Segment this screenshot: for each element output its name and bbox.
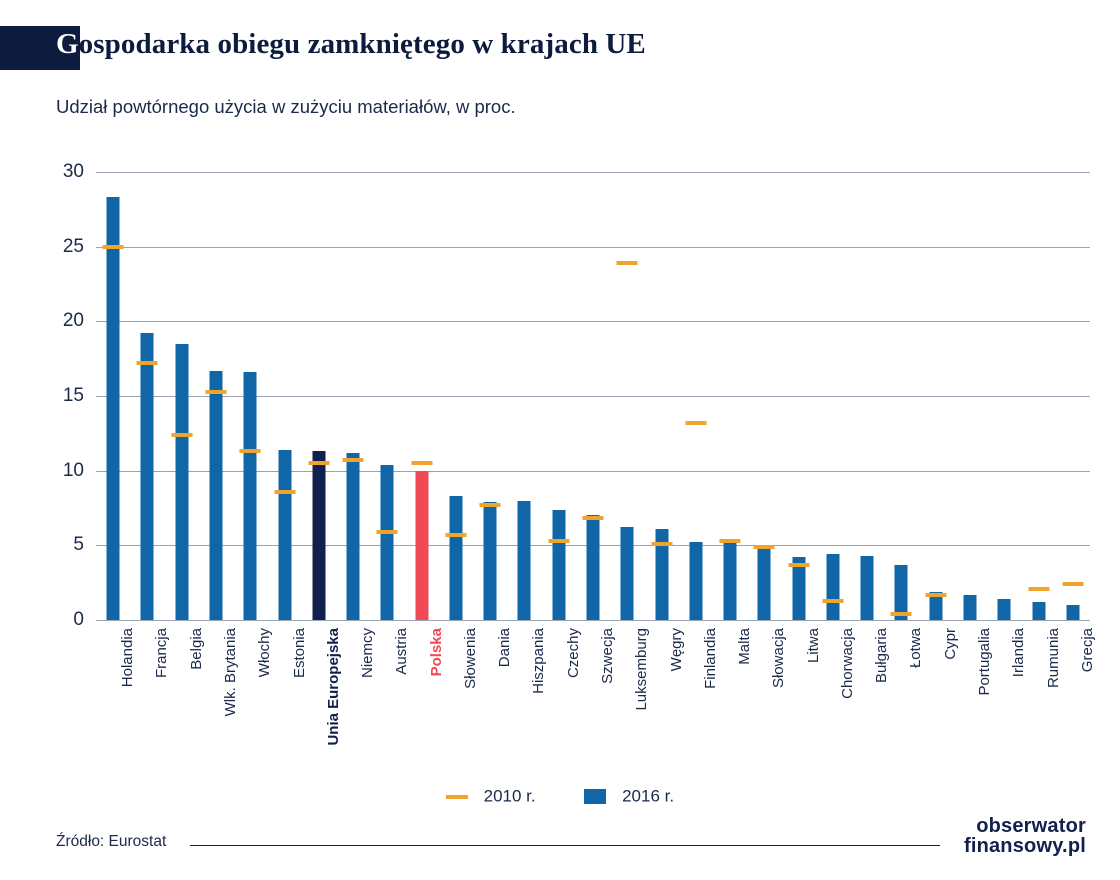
- title-rest: ospodarka obiegu zamkniętego w krajach UE: [78, 28, 646, 60]
- bar-2016[interactable]: [998, 599, 1011, 620]
- marker-2010[interactable]: [308, 461, 329, 465]
- bar-slot[interactable]: [439, 172, 473, 620]
- bar-2016[interactable]: [278, 450, 291, 620]
- category-label: Dania: [496, 628, 514, 668]
- bar-slot[interactable]: [165, 172, 199, 620]
- bar-2016[interactable]: [141, 333, 154, 620]
- bar-slot[interactable]: [679, 172, 713, 620]
- bar-slot[interactable]: [884, 172, 918, 620]
- category-label: Cypr: [941, 628, 959, 660]
- source-note: Źródło: Eurostat: [56, 833, 167, 850]
- y-axis-tick-1: 5: [73, 534, 84, 556]
- bar-slot[interactable]: [1021, 172, 1055, 620]
- marker-2010[interactable]: [377, 530, 398, 534]
- bar-2016[interactable]: [312, 451, 325, 620]
- category-label: Litwa: [804, 628, 822, 664]
- bar-2016[interactable]: [1066, 605, 1079, 620]
- bar-slot[interactable]: [953, 172, 987, 620]
- bar-slot[interactable]: [130, 172, 164, 620]
- category-label: Malta: [736, 628, 754, 665]
- marker-2010[interactable]: [137, 361, 158, 365]
- bar-slot[interactable]: [542, 172, 576, 620]
- marker-2010[interactable]: [651, 542, 672, 546]
- marker-2010[interactable]: [548, 539, 569, 543]
- marker-2010[interactable]: [205, 390, 226, 394]
- bar-2016[interactable]: [689, 542, 702, 620]
- marker-2010[interactable]: [891, 612, 912, 616]
- bar-2016[interactable]: [552, 510, 565, 621]
- bar-2016[interactable]: [175, 344, 188, 620]
- bar-slot[interactable]: [713, 172, 747, 620]
- marker-2010[interactable]: [1028, 587, 1049, 591]
- y-axis-tick-0: 0: [73, 609, 84, 630]
- bar-slot[interactable]: [782, 172, 816, 620]
- bar-2016[interactable]: [415, 471, 428, 620]
- bar-slot[interactable]: [370, 172, 404, 620]
- legend-dash-icon: [446, 795, 468, 799]
- y-axis-tick-2: 10: [62, 459, 84, 481]
- bar-2016[interactable]: [724, 542, 737, 620]
- marker-2010[interactable]: [822, 599, 843, 603]
- category-label: Niemcy: [359, 628, 377, 679]
- category-label: Estonia: [290, 628, 308, 679]
- brand-line-1: obserwator: [976, 815, 1086, 837]
- bar-2016[interactable]: [518, 501, 531, 620]
- bar-slot[interactable]: [1056, 172, 1090, 620]
- bar-2016[interactable]: [586, 515, 599, 620]
- category-label: Hiszpania: [530, 628, 548, 694]
- marker-2010[interactable]: [445, 533, 466, 537]
- bar-slot[interactable]: [747, 172, 781, 620]
- marker-2010[interactable]: [411, 461, 432, 465]
- category-label: Austria: [393, 628, 411, 675]
- legend-item-2016: [584, 786, 674, 807]
- marker-2010[interactable]: [171, 433, 192, 437]
- category-label: Słowacja: [770, 628, 788, 689]
- y-axis-tick-3: 15: [62, 385, 84, 406]
- category-label: Wlk. Brytania: [221, 628, 239, 717]
- bar-slot[interactable]: [919, 172, 953, 620]
- marker-2010[interactable]: [720, 539, 741, 543]
- marker-2010[interactable]: [343, 458, 364, 462]
- legend-label-2016: 2016 r.: [622, 786, 675, 806]
- category-label: Węgry: [667, 628, 685, 672]
- category-label: Chorwacja: [838, 628, 856, 699]
- bar-slot[interactable]: [302, 172, 336, 620]
- legend-item-2010: [446, 786, 536, 807]
- title-block: [0, 26, 1120, 70]
- y-axis-tick-5: 25: [62, 235, 84, 257]
- y-axis-tick-4: 20: [62, 310, 84, 332]
- bar-slot[interactable]: [233, 172, 267, 620]
- legend-label-2010: 2010 r.: [483, 786, 536, 806]
- chart-legend: [0, 786, 1120, 807]
- marker-2010[interactable]: [925, 593, 946, 597]
- category-label: Słowenia: [461, 628, 479, 689]
- category-label: Holandia: [119, 628, 137, 688]
- bar-slot[interactable]: [473, 172, 507, 620]
- legend-box-icon: [584, 789, 606, 804]
- bar-slot[interactable]: [199, 172, 233, 620]
- bar-2016[interactable]: [107, 197, 120, 620]
- bar-slot[interactable]: [644, 172, 678, 620]
- marker-2010[interactable]: [788, 563, 809, 567]
- marker-2010[interactable]: [103, 245, 124, 249]
- bar-slot[interactable]: [816, 172, 850, 620]
- chart-subtitle: Udział powtórnego użycia w zużyciu materiałów, w proc.: [56, 96, 516, 117]
- category-label: Irlandia: [1010, 628, 1028, 678]
- bar-2016[interactable]: [209, 371, 222, 620]
- marker-2010[interactable]: [480, 503, 501, 507]
- marker-2010[interactable]: [617, 261, 638, 265]
- plot-area: [62, 161, 1090, 630]
- category-label: Belgia: [187, 628, 205, 670]
- marker-2010[interactable]: [582, 516, 603, 520]
- bar-slot[interactable]: [610, 172, 644, 620]
- marker-2010[interactable]: [685, 421, 706, 425]
- bar-slot[interactable]: [576, 172, 610, 620]
- category-label: Rumunia: [1044, 628, 1062, 689]
- bar-slot[interactable]: [404, 172, 438, 620]
- category-label: Unia Europejska: [324, 628, 342, 746]
- bar-2016[interactable]: [826, 554, 839, 620]
- footer-divider: [190, 845, 940, 846]
- y-axis-tick-6: 30: [62, 161, 84, 182]
- category-label: Włochy: [256, 628, 274, 678]
- bar-2016[interactable]: [621, 527, 634, 620]
- bar-2016[interactable]: [347, 453, 360, 620]
- bar-2016[interactable]: [861, 556, 874, 620]
- bar-2016[interactable]: [381, 465, 394, 620]
- marker-2010[interactable]: [240, 449, 261, 453]
- brand-line-2: finansowy.pl: [963, 835, 1086, 858]
- category-label: Szwecja: [599, 628, 616, 684]
- gridline: [96, 620, 1090, 621]
- title-drop-cap: G: [56, 28, 79, 60]
- bar-slot[interactable]: [96, 172, 130, 620]
- bar-slot[interactable]: [987, 172, 1021, 620]
- category-label: Polska: [427, 628, 445, 677]
- bar-slot[interactable]: [850, 172, 884, 620]
- brand-logo: [964, 816, 1086, 857]
- category-label: Finlandia: [701, 628, 719, 689]
- category-label: Portugalia: [976, 628, 994, 696]
- bar-2016[interactable]: [484, 502, 497, 620]
- category-label: Luksemburg: [633, 628, 651, 711]
- bar-slot[interactable]: [336, 172, 370, 620]
- marker-2010[interactable]: [274, 490, 295, 494]
- category-label: Francja: [153, 628, 171, 679]
- bar-2016[interactable]: [244, 372, 257, 620]
- marker-2010[interactable]: [754, 545, 775, 549]
- category-label: Grecja: [1078, 628, 1096, 673]
- bar-slot[interactable]: [507, 172, 541, 620]
- bar-2016[interactable]: [758, 548, 771, 620]
- marker-2010[interactable]: [1062, 582, 1083, 586]
- bar-2016[interactable]: [449, 496, 462, 620]
- bar-2016[interactable]: [964, 595, 977, 620]
- page-title: [56, 28, 646, 61]
- category-label: Bułgaria: [873, 628, 891, 684]
- bar-slot[interactable]: [267, 172, 301, 620]
- bar-2016[interactable]: [1032, 602, 1045, 620]
- category-label: Czechy: [564, 628, 582, 679]
- bar-group: [96, 172, 1090, 620]
- category-labels: [96, 624, 1096, 764]
- category-label: Łotwa: [907, 628, 925, 669]
